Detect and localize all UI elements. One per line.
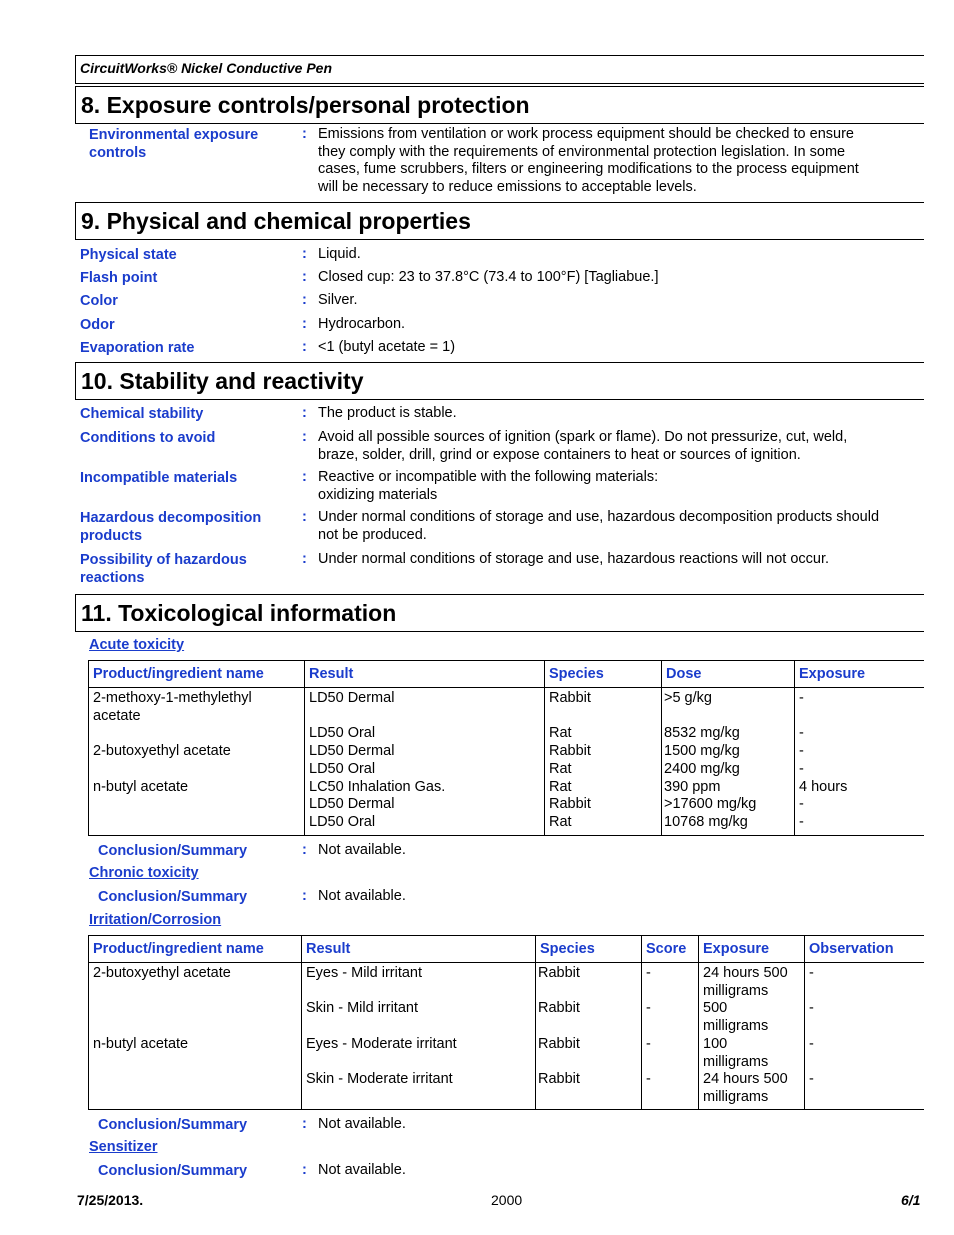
irr-exposure-col xyxy=(699,963,805,1110)
cell-line: 2-butoxyethyl acetate xyxy=(93,965,231,981)
cell-line xyxy=(306,1089,531,1107)
cell-line xyxy=(93,725,300,743)
flash-point-label: Flash point xyxy=(80,270,158,286)
irritation-table xyxy=(88,935,924,1110)
cell-line: 8532 mg/kg xyxy=(664,725,740,742)
cell-line xyxy=(549,708,657,726)
cell-line: LD50 Dermal xyxy=(309,743,395,760)
physical-state-value: Liquid. xyxy=(318,246,361,262)
hazardous-decomposition-label xyxy=(80,509,261,545)
colon: : xyxy=(302,316,307,332)
incompatible-line: Reactive or incompatible with the following materials: xyxy=(318,469,659,485)
column-header: Score xyxy=(642,936,699,963)
sensitizer-conclusion-value: Not available. xyxy=(318,1162,406,1178)
cell-line: Rabbit xyxy=(549,743,591,760)
incompatible-materials-label: Incompatible materials xyxy=(80,470,238,486)
cell-line xyxy=(809,1089,920,1107)
column-header: Species xyxy=(545,661,662,688)
colon: : xyxy=(302,246,307,262)
irr-product-col xyxy=(89,963,302,1110)
evaporation-rate-label: Evaporation rate xyxy=(80,340,195,356)
cell-line: LD50 Oral xyxy=(309,725,376,742)
conditions-line: Avoid all possible sources of ignition (spark or flame). Do not pressurize, cut, weld, xyxy=(318,429,848,445)
cell-line xyxy=(664,708,790,726)
cell-line: Rat xyxy=(549,813,572,830)
cell-line xyxy=(93,1000,297,1018)
cell-line: Rabbit xyxy=(538,1071,580,1088)
chemical-stability-label: Chemical stability xyxy=(80,406,204,422)
hazardous-decomposition-value xyxy=(318,509,879,544)
cell-line: 500 xyxy=(703,1000,728,1017)
cell-line: - xyxy=(646,965,651,981)
cell-line xyxy=(646,1089,694,1107)
cell-line: LD50 Dermal xyxy=(309,690,395,706)
cell-line: Skin - Moderate irritant xyxy=(306,1071,453,1088)
cell-line: 2-methoxy-1-methylethyl xyxy=(93,690,252,706)
cell-line: Eyes - Moderate irritant xyxy=(306,1035,457,1052)
cell-line xyxy=(799,708,920,726)
color-label: Color xyxy=(80,293,118,309)
cell-line: Rat xyxy=(549,725,572,742)
cell-line: 2-butoxyethyl acetate xyxy=(93,743,231,760)
irr-species-col xyxy=(536,963,642,1110)
cell-line: LD50 Dermal xyxy=(309,796,395,813)
cell-line: - xyxy=(809,1071,814,1088)
table-header-row xyxy=(89,661,925,688)
possibility-hazardous-value: Under normal conditions of storage and use, hazardous reactions will not occur. xyxy=(318,551,830,567)
cell-line: - xyxy=(809,1000,814,1017)
colon: : xyxy=(302,551,307,567)
cell-line: - xyxy=(799,796,804,813)
column-header: Result xyxy=(302,936,536,963)
column-header: Exposure xyxy=(795,661,925,688)
cell-line: Rabbit xyxy=(538,965,580,981)
env-exposure-value xyxy=(318,126,859,196)
colon: : xyxy=(302,888,307,904)
colon: : xyxy=(302,1116,307,1132)
cell-line: Rabbit xyxy=(538,1035,580,1052)
colon: : xyxy=(302,469,307,485)
acute-species-col xyxy=(545,688,662,836)
acute-product-col xyxy=(89,688,305,836)
env-exposure-label-line1: Environmental exposure xyxy=(89,127,259,143)
cell-line xyxy=(646,983,694,1001)
evaporation-rate-value: <1 (butyl acetate = 1) xyxy=(318,339,456,355)
colon: : xyxy=(302,509,307,525)
cell-line xyxy=(93,814,300,832)
cell-line xyxy=(306,1054,531,1072)
env-line: Emissions from ventilation or work process equipment should be checked to ensure xyxy=(318,126,854,142)
cell-line: 4 hours xyxy=(799,778,848,795)
cell-line xyxy=(809,983,920,1001)
column-header: Dose xyxy=(662,661,795,688)
section-11-header xyxy=(75,594,924,632)
acute-toxicity-table xyxy=(88,660,924,836)
cell-line: 2400 mg/kg xyxy=(664,760,740,777)
incompatible-line: oxidizing materials xyxy=(318,486,438,503)
cell-line: >17600 mg/kg xyxy=(664,796,757,813)
cell-line xyxy=(809,1018,920,1036)
colon: : xyxy=(302,842,307,858)
cell-line xyxy=(93,761,300,779)
chronic-toxicity-heading: Chronic toxicity xyxy=(89,865,199,881)
column-header: Species xyxy=(536,936,642,963)
section-8-title: 8. Exposure controls/personal protection xyxy=(81,92,530,118)
cell-line: - xyxy=(799,813,804,830)
cell-line: 24 hours 500 xyxy=(703,965,788,981)
cell-line: - xyxy=(799,743,804,760)
cell-line xyxy=(306,983,531,1001)
color-value: Silver. xyxy=(318,292,358,308)
cell-line: LD50 Oral xyxy=(309,813,376,830)
irritation-conclusion-value: Not available. xyxy=(318,1116,406,1132)
cell-line: - xyxy=(799,690,804,706)
cell-line: Rabbit xyxy=(538,1000,580,1017)
hazdec-line: not be produced. xyxy=(318,526,427,543)
chronic-conclusion-label: Conclusion/Summary xyxy=(98,889,248,905)
env-line: they comply with the requirements of environmental protection legislation. In some xyxy=(318,143,846,160)
possibility-hazardous-label xyxy=(80,551,247,587)
label-line: Possibility of hazardous xyxy=(80,552,247,568)
colon: : xyxy=(302,405,307,421)
label-line: Hazardous decomposition xyxy=(80,510,262,526)
cell-line: - xyxy=(799,725,804,742)
cell-line xyxy=(309,708,540,726)
cell-line: >5 g/kg xyxy=(664,690,712,706)
cell-line: n-butyl acetate xyxy=(93,778,189,795)
cell-line: - xyxy=(646,1035,651,1052)
acute-exposure-col xyxy=(795,688,925,836)
cell-line xyxy=(538,983,637,1001)
cell-line: - xyxy=(809,1035,814,1052)
cell-line xyxy=(93,1071,297,1089)
cell-line: n-butyl acetate xyxy=(93,1035,189,1052)
env-exposure-label xyxy=(89,126,258,162)
acute-dose-col xyxy=(662,688,795,836)
acute-result-col xyxy=(305,688,545,836)
env-exposure-label-line2: controls xyxy=(89,145,147,161)
cell-line xyxy=(93,983,297,1001)
column-header: Result xyxy=(305,661,545,688)
cell-line xyxy=(93,1054,297,1072)
cell-line: 390 ppm xyxy=(664,778,721,795)
colon: : xyxy=(302,269,307,285)
flash-point-value: Closed cup: 23 to 37.8°C (73.4 to 100°F) [Tagliabue.] xyxy=(318,269,659,285)
section-11-title: 11. Toxicological information xyxy=(81,600,397,626)
section-10-header xyxy=(75,362,924,400)
cell-line: Rabbit xyxy=(549,796,591,813)
cell-line xyxy=(809,1054,920,1072)
cell-line: - xyxy=(809,965,814,981)
label-line: reactions xyxy=(80,570,145,586)
cell-line: Rabbit xyxy=(549,690,591,706)
section-9-title: 9. Physical and chemical properties xyxy=(81,208,471,234)
table-row xyxy=(89,963,925,1110)
table-row xyxy=(89,688,925,836)
colon: : xyxy=(302,429,307,445)
physical-state-label: Physical state xyxy=(80,247,177,263)
cell-line xyxy=(306,1018,531,1036)
irritation-corrosion-heading: Irritation/Corrosion xyxy=(89,912,222,928)
cell-line: - xyxy=(646,1071,651,1088)
irr-result-col xyxy=(302,963,536,1110)
cell-line: - xyxy=(799,760,804,777)
sensitizer-conclusion-label: Conclusion/Summary xyxy=(98,1163,248,1179)
env-line: will be necessary to reduce emissions to acceptable levels. xyxy=(318,178,697,195)
conditions-to-avoid-value xyxy=(318,429,847,464)
cell-line: 24 hours 500 xyxy=(703,1071,788,1088)
footer-code: 2000 xyxy=(491,1192,523,1208)
cell-line: acetate xyxy=(93,707,141,724)
section-10-title: 10. Stability and reactivity xyxy=(81,368,364,394)
irr-score-col xyxy=(642,963,699,1110)
chronic-conclusion-value: Not available. xyxy=(318,888,406,904)
column-header: Product/ingredient name xyxy=(89,936,302,963)
cell-line xyxy=(538,1054,637,1072)
footer-date: 7/25/2013. xyxy=(77,1192,144,1208)
conditions-line: braze, solder, drill, grind or expose containers to heat or sources of ignition. xyxy=(318,446,801,463)
colon: : xyxy=(302,292,307,308)
cell-line: milligrams xyxy=(703,1053,769,1070)
cell-line: LD50 Oral xyxy=(309,760,376,777)
table-header-row xyxy=(89,936,925,963)
acute-toxicity-heading: Acute toxicity xyxy=(89,637,185,653)
hazdec-line: Under normal conditions of storage and use, hazardous decomposition products should xyxy=(318,509,880,525)
cell-line: milligrams xyxy=(703,1088,769,1105)
cell-line xyxy=(646,1018,694,1036)
label-line: products xyxy=(80,528,143,544)
env-line: cases, fume scrubbers, filters or engineering modifications to the process equipment xyxy=(318,161,859,177)
cell-line: Skin - Mild irritant xyxy=(306,1000,418,1017)
footer-page-number: 6/1 xyxy=(901,1192,921,1208)
odor-label: Odor xyxy=(80,317,115,333)
cell-line: LC50 Inhalation Gas. xyxy=(309,778,446,795)
cell-line: milligrams xyxy=(703,982,769,999)
incompatible-materials-value xyxy=(318,469,658,504)
chemical-stability-value: The product is stable. xyxy=(318,405,457,421)
cell-line: 1500 mg/kg xyxy=(664,743,740,760)
cell-line: Eyes - Mild irritant xyxy=(306,965,423,981)
acute-conclusion-label: Conclusion/Summary xyxy=(98,843,248,859)
cell-line xyxy=(93,1089,297,1107)
cell-line: Rat xyxy=(549,778,572,795)
sensitizer-heading: Sensitizer xyxy=(89,1139,158,1155)
irritation-conclusion-label: Conclusion/Summary xyxy=(98,1117,248,1133)
column-header: Observation xyxy=(805,936,925,963)
colon: : xyxy=(302,126,307,142)
colon: : xyxy=(302,339,307,355)
cell-line: milligrams xyxy=(703,1018,769,1035)
cell-line xyxy=(93,796,300,814)
cell-line xyxy=(646,1054,694,1072)
cell-line: - xyxy=(646,1000,651,1017)
column-header: Exposure xyxy=(699,936,805,963)
acute-conclusion-value: Not available. xyxy=(318,842,406,858)
column-header: Product/ingredient name xyxy=(89,661,305,688)
cell-line: Rat xyxy=(549,760,572,777)
cell-line: 10768 mg/kg xyxy=(664,813,748,830)
section-9-header xyxy=(75,202,924,240)
irr-observation-col xyxy=(805,963,925,1110)
conditions-to-avoid-label: Conditions to avoid xyxy=(80,430,216,446)
cell-line xyxy=(538,1089,637,1107)
cell-line xyxy=(93,1018,297,1036)
odor-value: Hydrocarbon. xyxy=(318,316,406,332)
colon: : xyxy=(302,1162,307,1178)
cell-line xyxy=(538,1018,637,1036)
product-name: CircuitWorks® Nickel Conductive Pen xyxy=(80,60,333,76)
cell-line: 100 xyxy=(703,1035,728,1052)
section-8-header xyxy=(75,86,924,124)
